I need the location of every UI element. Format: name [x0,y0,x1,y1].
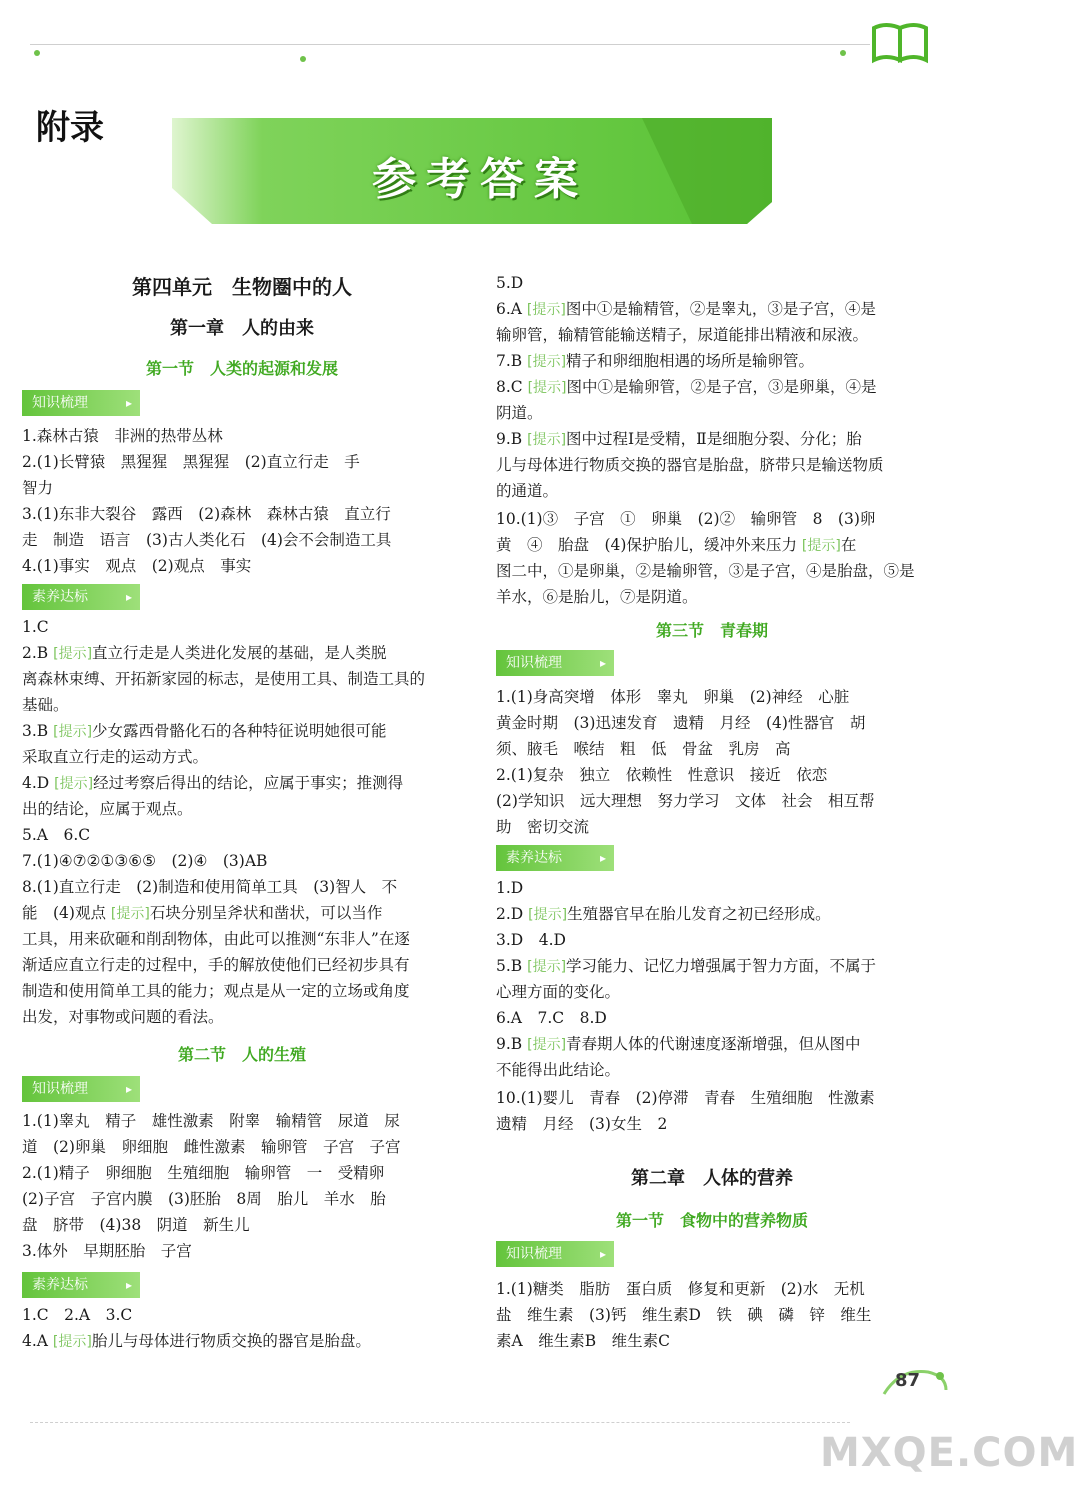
answer-line: 基础。 [22,696,69,714]
answer-line: 输卵管，输精管能输送精子，尿道能排出精液和尿液。 [496,326,869,344]
hint-label: [提示] [527,959,567,975]
answer-line: 盐 维生素 (3)钙 维生素D 铁 碘 磷 锌 维生 [496,1306,872,1324]
answer-line: 1.D [496,879,524,897]
answer-line: 渐适应直立行走的过程中，手的解放使他们已经初步具有 [22,956,410,974]
decor-dot [34,50,40,56]
answer-line: 出的结论，应属于观点。 [22,800,193,818]
section-title: 第三节 青春期 [655,621,768,640]
answer-line: 离森林束缚、开拓新家园的标志，是使用工具、制造工具的 [22,670,426,688]
answer-line: 8.C [提示]图中①是输卵管，②是子宫，③是卵巢，④是 [496,378,877,396]
section-tag: 素养达标 ▸ [22,1272,140,1298]
answer-line: 制造和使用简单工具的能力；观点是从一定的立场或角度 [22,982,410,1000]
section-title: 第二节 人的生殖 [177,1045,306,1064]
section-title: 第一节 食物中的营养物质 [615,1211,808,1230]
answer-line: 4.D [提示]经过考察后得出的结论，应属于事实；推测得 [22,774,404,792]
section-tag: 知识梳理 ▸ [496,650,614,676]
answer-line: 心理方面的变化。 [496,983,621,1001]
answer-line: 6.A 7.C 8.D [496,1009,607,1027]
hint-label: [提示] [526,302,566,318]
answer-line: 4.(1)事实 观点 (2)观点 事实 [22,557,252,575]
hint-label: [提示] [54,776,94,792]
answer-line: 9.B [提示]青春期人体的代谢速度逐渐增强，但从图中 [496,1035,861,1053]
book-icon [870,20,930,66]
answer-line: 8.(1)直立行走 (2)制造和使用简单工具 (3)智人 不 [22,878,398,896]
answer-line: 5.B [提示]学习能力、记忆力增强属于智力方面，不属于 [496,957,877,975]
hint-label: [提示] [527,354,567,370]
answer-line: 1.C [22,618,49,636]
answer-line: 2.(1)精子 卵细胞 生殖细胞 输卵管 一 受精卵 [22,1164,385,1182]
watermark: MXQE.COM [820,1430,1078,1476]
answer-line: 素A 维生素B 维生素C [496,1332,670,1350]
answer-line: 1.(1)睾丸 精子 雄性激素 附睾 输精管 尿道 尿 [22,1112,400,1130]
answer-line: 6.A [提示]图中①是输精管，②是睾丸，③是子宫，④是 [496,300,876,318]
section-tag: 知识梳理 ▸ [22,390,140,416]
hint-label: [提示] [527,380,567,396]
hint-label: [提示] [110,906,150,922]
answer-line: 出发，对事物或问题的看法。 [22,1008,224,1026]
chapter-title: 第二章 人体的营养 [631,1168,793,1189]
answer-line: 盘 脐带 (4)38 阴道 新生儿 [22,1216,250,1234]
answer-line: 阴道。 [496,404,543,422]
answer-line: 2.B [提示]直立行走是人类进化发展的基础，是人类脱 [22,644,387,662]
answer-line: 黄 ④ 胎盘 (4)保护胎儿，缓冲外来压力 [提示]在 [496,536,857,554]
answer-line: 10.(1)③ 子宫 ① 卵巢 (2)② 输卵管 8 (3)卵 [496,510,876,528]
answer-line: 助 密切交流 [496,818,590,836]
page-number: 87 [895,1370,921,1391]
answer-line: 2.(1)长臂猿 黑猩猩 黑猩猩 (2)直立行走 手 [22,453,360,471]
answer-line: 儿与母体进行物质交换的器官是胎盘，脐带只是输送物质 [496,456,884,474]
section-title: 第一节 人类的起源和发展 [145,359,338,378]
hint-label: [提示] [53,646,93,662]
answer-line: 羊水，⑥是胎儿，⑦是阴道。 [496,588,698,606]
decor-dot [300,56,306,62]
section-tag: 素养达标 ▸ [496,845,614,871]
hint-label: [提示] [527,432,567,448]
answer-line: 10.(1)婴儿 青春 (2)停滞 青春 生殖细胞 性激素 [496,1089,875,1107]
answer-line: (2)子宫 子宫内膜 (3)胚胎 8周 胎儿 羊水 胎 [22,1190,386,1208]
answer-line: 2.D [提示]生殖器官早在胎儿发育之初已经形成。 [496,905,831,923]
answer-line: 1.森林古猿 非洲的热带丛林 [22,427,223,445]
answer-line: 智力 [22,479,54,497]
answer-line: 黄金时期 (3)迅速发育 遗精 月经 (4)性器官 胡 [496,714,866,732]
header-rule [30,44,870,45]
answer-line: 2.(1)复杂 独立 依赖性 性意识 接近 依恋 [496,766,828,784]
answer-line: 遗精 月经 (3)女生 2 [496,1115,668,1133]
answer-line: 3.体外 早期胚胎 子宫 [22,1242,192,1260]
section-tag: 知识梳理 ▸ [22,1076,140,1102]
answer-line: 采取直立行走的运动方式。 [22,748,209,766]
answer-line: 1.(1)身高突增 体形 睾丸 卵巢 (2)神经 心脏 [496,688,850,706]
chapter-title: 第一章 人的由来 [170,318,314,339]
answer-line: 走 制造 语言 (3)古人类化石 (4)会不会制造工具 [22,531,392,549]
section-tag: 知识梳理 ▸ [496,1241,614,1267]
footer-rule [30,1422,850,1423]
answer-line: 的通道。 [496,482,559,500]
answer-line: 图二中，①是卵巢，②是输卵管，③是子宫，④是胎盘，⑤是 [496,562,915,580]
answer-line: 9.B [提示]图中过程Ⅰ是受精，Ⅱ是细胞分裂、分化；胎 [496,430,862,448]
answer-line: 1.C 2.A 3.C [22,1306,133,1324]
answer-line: 7.(1)④⑦②①③⑥⑤ (2)④ (3)AB [22,852,268,870]
answer-line: 3.(1)东非大裂谷 露西 (2)森林 森林古猿 直立行 [22,505,391,523]
answer-line: 3.B [提示]少女露西骨骼化石的各种特征说明她很可能 [22,722,387,740]
hint-label: [提示] [52,1334,92,1350]
answer-line: 道 (2)卵巢 卵细胞 雌性激素 输卵管 子宫 子宫 [22,1138,401,1156]
answer-line: 须、腋毛 喉结 粗 低 骨盆 乳房 高 [496,740,791,758]
hint-label: [提示] [53,724,93,740]
appendix-label: 附录 [36,108,104,148]
answer-banner-title: 参考答案 [372,154,588,205]
answer-line: 1.(1)糖类 脂肪 蛋白质 修复和更新 (2)水 无机 [496,1280,865,1298]
answer-line: 3.D 4.D [496,931,566,949]
hint-label: [提示] [527,1037,567,1053]
section-tag: 素养达标 ▸ [22,584,140,610]
answer-line: (2)学知识 远大理想 努力学习 文体 社会 相互帮 [496,792,875,810]
answer-line: 不能得出此结论。 [496,1061,621,1079]
hint-label: [提示] [528,907,568,923]
answer-line: 5.D [496,274,524,292]
unit-title: 第四单元 生物圈中的人 [132,275,352,299]
decor-dot [840,50,846,56]
answer-line: 能 (4)观点 [提示]石块分别呈斧状和凿状，可以当作 [22,904,383,922]
hint-label: [提示] [801,538,841,554]
answer-line: 5.A 6.C [22,826,91,844]
answer-line: 7.B [提示]精子和卵细胞相遇的场所是输卵管。 [496,352,815,370]
answer-line: 工具，用来砍砸和削刮物体，由此可以推测“东非人”在逐 [22,930,410,948]
answer-line: 4.A [提示]胎儿与母体进行物质交换的器官是胎盘。 [22,1332,371,1350]
